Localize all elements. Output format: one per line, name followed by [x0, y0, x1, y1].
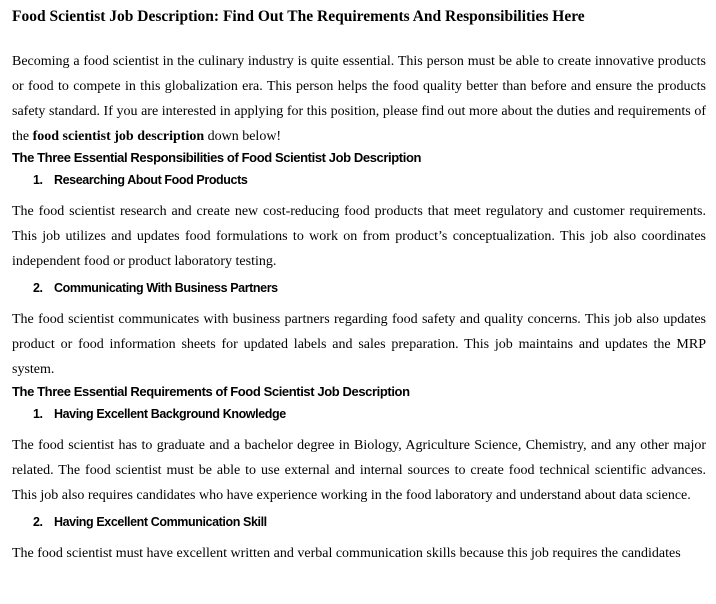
requirement-1-title	[12, 405, 706, 423]
requirement-1-label: Having Excellent Background Knowledge	[54, 407, 286, 421]
responsibility-2-text: The food scientist communicates with business partners regarding food safety and quality concerns. This job also updates product or food information sheets for updated labels and sales preparation. This job maintains and updates the MRP system.	[12, 312, 706, 377]
intro-bold-keyword: food scientist job description	[32, 129, 205, 144]
responsibility-2-title	[12, 279, 706, 297]
responsibility-1-title	[12, 171, 706, 189]
responsibility-1-label: Researching About Food Products	[54, 173, 248, 187]
responsibility-1-text: The food scientist research and create new cost-reducing food products that meet regulatory and customer requirements. This job utilizes and updates food formulations to work on from product’s conceptualization. This job also coordinates independent food or product laboratory testing.	[12, 204, 706, 269]
article-title: Food Scientist Job Description: Find Out The Requirements And Responsibilities Here	[12, 8, 585, 25]
requirement-2-title	[12, 513, 706, 531]
intro-text-end: down below!	[204, 129, 282, 144]
requirement-2-label: Having Excellent Communication Skill	[54, 515, 267, 529]
requirement-2-number: 2.	[33, 515, 43, 529]
intro-text: Becoming a food scientist in the culinary industry is quite essential. This person must be able to create innovative products or food to compete in this globalization era. This person helps the food quality better than before and ensure the products safety standard. If you are interested in applying for this position, please find out more about the duties and requirements of the	[12, 54, 706, 144]
responsibility-2-label: Communicating With Business Partners	[54, 281, 278, 295]
requirements-heading: The Three Essential Requirements of Food Scientist Job Description	[12, 384, 410, 399]
responsibilities-heading: The Three Essential Responsibilities of Food Scientist Job Description	[12, 150, 422, 165]
intro-paragraph	[12, 49, 706, 149]
responsibility-2-number: 2.	[33, 281, 43, 295]
article	[12, 0, 706, 566]
requirement-1-text: The food scientist has to graduate and a bachelor degree in Biology, Agriculture Science, Chemistry, and any other major related. The food scientist must be able to use external and internal sources to create food technical scientific advances. This job also requires candidates who have experience working in the food laboratory and understand about data science.	[12, 438, 706, 503]
requirement-2-text: The food scientist must have excellent written and verbal communication skills because this job requires the candidates	[12, 546, 681, 561]
responsibility-1-number: 1.	[33, 173, 43, 187]
requirement-1-number: 1.	[33, 407, 43, 421]
